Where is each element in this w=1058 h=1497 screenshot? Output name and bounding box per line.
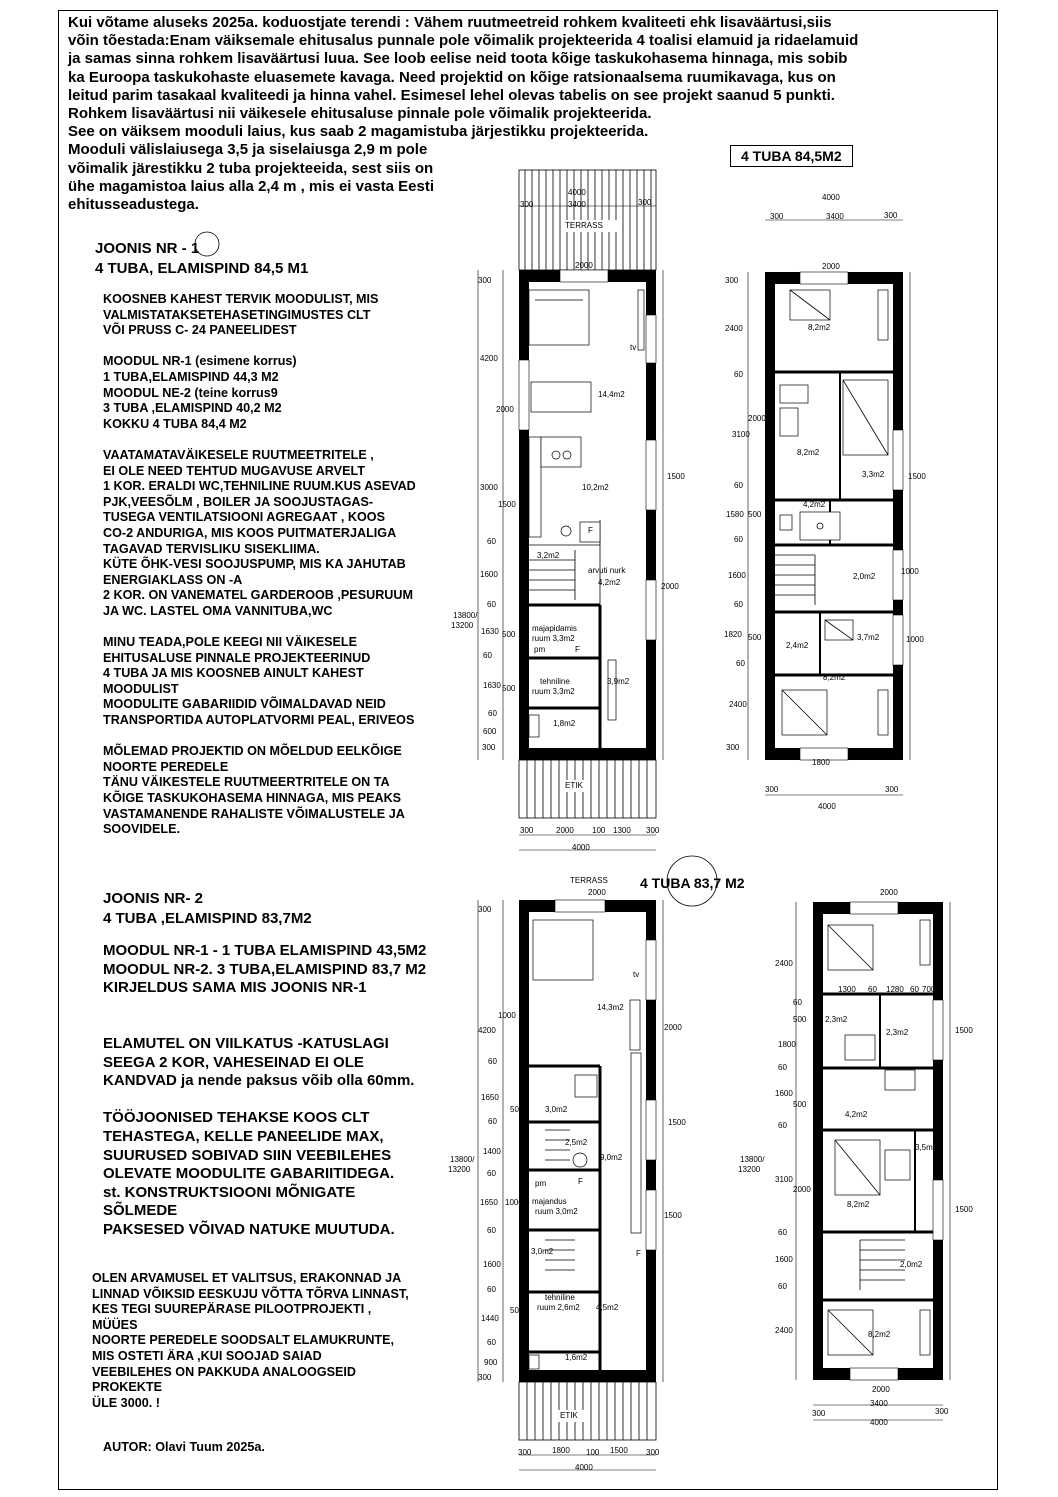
plan-label: 2,5m2 [565, 1138, 588, 1147]
plan-label: 60 [736, 659, 745, 668]
plan-label: 4000 [870, 1418, 888, 1427]
plan-label: 8,2m2 [808, 323, 831, 332]
description-line: OLEVATE MOODULITE GABARIITIDEGA. [103, 1165, 395, 1183]
description-line: MOODUL NR-1 (esimene korrus) [103, 354, 297, 369]
plan-label: 1500 [908, 472, 926, 481]
plan-label: 2000 [748, 414, 766, 423]
plan-label: 500 [793, 1015, 807, 1024]
plan-label: 500 [510, 1105, 524, 1114]
plan-label: 300 [725, 276, 739, 285]
plan-label: 13200 [451, 621, 474, 630]
plan-label: 300 [885, 785, 899, 794]
author-text: AUTOR: Olavi Tuum 2025a. [103, 1440, 265, 1454]
plan-label: 8,2m2 [823, 673, 846, 682]
plan-label: 300 [478, 276, 492, 285]
description-line: EI OLE NEED TEHTUD MUGAVUSE ARVELT [103, 463, 365, 478]
joonis1-subtitle: 4 TUBA, ELAMISPIND 84,5 M1 [95, 260, 309, 277]
intro-line: See on väiksem mooduli laius, kus saab 2 magamistuba järjestikku projekteerida. [68, 123, 649, 141]
plan-label: 60 [734, 535, 743, 544]
plan-label: majandus [532, 1197, 567, 1206]
plan-label: 60 [778, 1228, 787, 1237]
plan-label: 2400 [775, 959, 793, 968]
description-line: MOODULIST [103, 681, 179, 696]
plan-label: F [636, 1249, 641, 1258]
plan-label: 1600 [483, 1260, 501, 1269]
title-circle [195, 232, 219, 256]
plan-label: 1440 [481, 1314, 499, 1323]
plan-label: 1500 [667, 472, 685, 481]
plan-label: 1650 [480, 1198, 498, 1207]
description-line: TAGAVAD TERVISLIKU SISEKLIIMA. [103, 541, 320, 556]
plan-label: 4000 [575, 1463, 593, 1472]
description-line: KES TEGI SUUREPÄRASE PILOOTPROJEKTI , [92, 1302, 372, 1317]
description-line: SÕLMEDE [103, 1202, 178, 1220]
plan-label: 2000 [793, 1185, 811, 1194]
description-line: VALMISTATAKSETEHASETINGIMUSTES CLT [103, 307, 371, 322]
plan-label: 300 [478, 1373, 492, 1382]
intro-line: ühe magamistoa laius alla 2,4 m , mis ei vasta Eesti [68, 177, 435, 195]
plan-label: 4000 [568, 188, 586, 197]
plan-label: 60 [910, 985, 919, 994]
description-line: EHITUSALUSE PINNALE PROJEKTEERINUD [103, 650, 371, 665]
plan-label: 100 [592, 826, 606, 835]
plan-label: 4,2m2 [598, 578, 621, 587]
plan-label: 2,3m2 [886, 1028, 909, 1037]
description-line: SUURUSED SOBIVAD SIIN VEEBILEHES [103, 1146, 392, 1164]
plan-label: 1,6m2 [565, 1353, 588, 1362]
plan-label: 13800/ [450, 1155, 475, 1164]
plan-label: 2000 [661, 582, 679, 591]
description-line: 1 TUBA,ELAMISPIND 44,3 M2 [103, 369, 279, 384]
plan-label: 60 [487, 1338, 496, 1347]
plan-label: 4,2m2 [803, 500, 826, 509]
intro-line: ka Euroopa taskukohaste eluasemete kavaga. Need projektid on kõige ratsionaalsema ruumikavaga, kus on [68, 68, 836, 86]
plan-label: 1600 [775, 1089, 793, 1098]
plan-label: TERRASS [570, 876, 608, 885]
plan-label: 300 [765, 785, 779, 794]
plan-label: 1000 [505, 1198, 523, 1207]
plan-label: 3,7m2 [857, 633, 880, 642]
plan-label: 2,4m2 [786, 641, 809, 650]
plan-label: 60 [778, 1063, 787, 1072]
description-line: VEEBILEHES ON PAKKUDA ANALOOGSEID [92, 1364, 357, 1379]
description-line: OLEN ARVAMUSEL ET VALITSUS, ERAKONNAD JA [92, 1271, 402, 1285]
plan-label: 60 [488, 1057, 497, 1066]
plan-label: 60 [487, 1285, 496, 1294]
plan-label: 2000 [588, 888, 606, 897]
plan-label: 2400 [775, 1326, 793, 1335]
plan-label: 9,0m2 [600, 1153, 623, 1162]
description-line: CO-2 ANDURIGA, MIS KOOS PUITMATERJALIGA [103, 525, 397, 540]
plan-label: 3,3m2 [862, 470, 885, 479]
intro-line: ja samas sinna rohkem lisaväärtusi luua. See loob eelise neid toota kõige taskukohasema hinnaga, mis sobib [68, 50, 848, 68]
plan-2a [478, 900, 663, 1470]
joonis2-title: JOONIS NR- 2 [103, 890, 204, 907]
joonis2-subtitle: 4 TUBA ,ELAMISPIND 83,7M2 [103, 910, 312, 927]
intro-line: võin tõestada:Enam väiksemale ehitusalus punnale pole võimalik projekteerida 4 toalisi elamuid ja ridaelamuid [68, 32, 859, 50]
plan-label: 4000 [572, 843, 590, 852]
description-line: ÜLE 3000. ! [92, 1395, 160, 1410]
plan-label: ETIK [565, 781, 583, 790]
plan-label: 8,2m2 [847, 1200, 870, 1209]
description-line: MINU TEADA,POLE KEEGI NII VÄIKESELE [103, 635, 358, 650]
plan-label: 2000 [556, 826, 574, 835]
description-line: PAKSESED VÕIVAD NATUKE MUUTUDA. [103, 1220, 395, 1238]
intro-line: leitud parim tasakaal kvaliteedi ja hinna vahel. Esimesel lehel olevas tabelis on see projekt saanud 5 punkti. [68, 86, 835, 104]
plan-label: 13200 [738, 1165, 761, 1174]
description-line: JA WC. LASTEL OMA VANNITUBA,WC [103, 603, 333, 618]
plan-label: 2400 [729, 700, 747, 709]
plan-label: 4,2m2 [845, 1110, 868, 1119]
plan-label: 60 [778, 1121, 787, 1130]
plan-label: 500 [748, 633, 762, 642]
description-line: KIRJELDUS SAMA MIS JOONIS NR-1 [103, 979, 367, 997]
description-line: MÜÜES [92, 1317, 138, 1332]
description-line: SEEGA 2 KOR, VAHESEINAD EI OLE [103, 1053, 364, 1071]
plan-label: 300 [812, 1409, 826, 1418]
plan-2b [796, 902, 950, 1420]
description-line: KANDVAD ja nende paksus võib olla 60mm. [103, 1072, 415, 1090]
plan-label: 100 [586, 1448, 600, 1457]
intro-line: Kui võtame aluseks 2025a. koduostjate terendi : Vähem ruutmeetreid rohkem kvaliteeti ehk lisaväärtusi,siis [68, 14, 832, 31]
plan-label: 10,2m2 [582, 483, 609, 492]
description-line: KOKKU 4 TUBA 84,4 M2 [103, 416, 247, 431]
plan-label: 1630 [481, 627, 499, 636]
plan-label: 2,0m2 [900, 1260, 923, 1269]
plan-label: TERRASS [565, 221, 603, 230]
plan-label: tv [633, 970, 640, 979]
plan-label: 3,9m2 [607, 677, 630, 686]
plan-label: 3,0m2 [531, 1247, 554, 1256]
plan-label: tv [630, 343, 637, 352]
plan-label: 300 [884, 211, 898, 220]
plan-label: 60 [778, 1282, 787, 1291]
intro-line: Rohkem lisaväärtusi nii väikesele ehitusaluse pinnale pole võimalik projekteerida. [68, 105, 652, 123]
plan-label: 3100 [775, 1175, 793, 1184]
joonis2-area-label: 4 TUBA 83,7 M2 [640, 875, 745, 891]
plan-label: F [575, 645, 580, 654]
description-line: PROKEKTE [92, 1380, 162, 1395]
plan-label: 2,3m2 [825, 1015, 848, 1024]
plan-label: 2000 [575, 261, 593, 270]
plan-label: 3400 [568, 200, 586, 209]
plan-label: pm [534, 645, 546, 654]
plan-label: 60 [483, 651, 492, 660]
description-line: KOOSNEB KAHEST TERVIK MOODULIST, MIS [103, 292, 379, 306]
plan-label: 3100 [732, 430, 750, 439]
plan-label: 500 [502, 630, 516, 639]
plan-label: pm [535, 1179, 547, 1188]
plan-label: tehniline [540, 677, 570, 686]
plan-label: 60 [488, 1117, 497, 1126]
plan-label: 1400 [483, 1147, 501, 1156]
plan-label: 1800 [812, 758, 830, 767]
description-line: 2 KOR. ON VANEMATEL GARDEROOB ,PESURUUM [103, 588, 413, 603]
plan-label: 500 [510, 1306, 524, 1315]
plan-label: ruum 3,0m2 [535, 1207, 578, 1216]
plan-label: 300 [482, 743, 496, 752]
plan-label: 1600 [728, 571, 746, 580]
plan-label: 60 [734, 600, 743, 609]
plan-label: 60 [487, 600, 496, 609]
plan-label: 300 [935, 1407, 949, 1416]
plan-label: 3400 [870, 1399, 888, 1408]
plan-label: 3400 [826, 212, 844, 221]
description-line: 3 TUBA ,ELAMISPIND 40,2 M2 [103, 401, 282, 416]
plan-label: 700 [922, 985, 936, 994]
intro-line: võimalik järestikku 2 tuba projekteeida, sest siis on [68, 159, 434, 177]
plan-label: tehniline [545, 1293, 575, 1302]
plan-label: 300 [770, 212, 784, 221]
plan-label: 2000 [880, 888, 898, 897]
plan-label: 60 [868, 985, 877, 994]
plan-label: arvuti nurk [588, 566, 626, 575]
plan-label: ruum 3,3m2 [532, 687, 575, 696]
plan-label: 13200 [448, 1165, 471, 1174]
description-line: KÜTE ÕHK-VESI SOOJUSPUMP, MIS KA JAHUTAB [103, 557, 406, 572]
description-line: 1 KOR. ERALDI WC,TEHNILINE RUUM.KUS ASEVAD [103, 479, 416, 494]
plan-label: 1500 [955, 1205, 973, 1214]
plan-label: 1500 [664, 1211, 682, 1220]
plan-label: 1,8m2 [553, 719, 576, 728]
plan-label: 500 [793, 1100, 807, 1109]
plan-label: 1300 [838, 985, 856, 994]
description-line: TEHASTEGA, KELLE PANEELIDE MAX, [103, 1127, 384, 1145]
joonis1-title: JOONIS NR - 1 [95, 240, 200, 257]
plan-label: 4200 [480, 354, 498, 363]
plan-label: 60 [734, 370, 743, 379]
description-line: ENERGIAKLASS ON -A [103, 572, 243, 587]
plan-label: 1820 [724, 630, 742, 639]
plan-label: 2000 [822, 262, 840, 271]
plan-label: 1630 [483, 681, 501, 690]
plan-label: 2000 [872, 1385, 890, 1394]
description-line: ELAMUTEL ON VIILKATUS -KATUSLAGI [103, 1034, 389, 1052]
plan-label: 3000 [480, 483, 498, 492]
plan-label: 1600 [480, 570, 498, 579]
intro-line: Mooduli välislaiusega 3,5 ja siselaiusga 2,9 m pole [68, 141, 428, 159]
plan-label: 14,4m2 [598, 390, 625, 399]
plan-label: 2000 [496, 405, 514, 414]
plan-label: 8,2m2 [797, 448, 820, 457]
plan-label: 1500 [498, 500, 516, 509]
description-line: TÖÖJOONISED TEHAKSE KOOS CLT [103, 1109, 370, 1127]
plan-label: 1280 [886, 985, 904, 994]
description-line: MOODUL NE-2 (teine korrus9 [103, 385, 278, 400]
plan-label: 60 [487, 537, 496, 546]
plan-label: 1000 [901, 567, 919, 576]
joonis1-area-label: 4 TUBA 84,5M2 [730, 145, 853, 167]
description-line: st. KONSTRUKTSIOONI MÕNIGATE [103, 1183, 356, 1201]
description-line: VÕI PRUSS C- 24 PANEELIDEST [103, 323, 297, 338]
plan-label: 60 [488, 709, 497, 718]
description-line: MIS OSTETI ÄRA ,KUI SOOJAD SAIAD [92, 1348, 322, 1363]
plan-1a [478, 170, 663, 850]
plan-label: 4200 [478, 1026, 496, 1035]
plan-label: 900 [484, 1358, 498, 1367]
plan-label: majapidamis [532, 624, 577, 633]
plan-label: 2400 [725, 324, 743, 333]
description-line: MÕLEMAD PROJEKTID ON MÕELDUD EELKÕIGE [103, 744, 402, 759]
plan-label: 500 [748, 510, 762, 519]
plan-label: ETIK [560, 1411, 578, 1420]
plan-label: 300 [646, 826, 660, 835]
description-line: VAATAMATAVÄIKESELE RUUTMEETRITELE , [103, 447, 374, 462]
plan-label: 300 [520, 200, 534, 209]
description-line: KÕIGE TASKUKOHASEMA HINNAGA, MIS PEAKS [103, 791, 402, 805]
plan-label: 1650 [481, 1093, 499, 1102]
plan-label: 60 [487, 1226, 496, 1235]
plan-label: F [588, 526, 593, 535]
plan-label: 300 [518, 1448, 532, 1457]
plan-label: 13800/ [740, 1155, 765, 1164]
description-line: MOODUL NR-2. 3 TUBA,ELAMISPIND 83,7 M2 [103, 960, 427, 978]
plan-label: 300 [520, 826, 534, 835]
plan-label: 1500 [668, 1118, 686, 1127]
plan-label: 1000 [906, 635, 924, 644]
plan-label: 1000 [498, 1011, 516, 1020]
plan-label: 300 [726, 743, 740, 752]
plan-label: ruum 2,6m2 [537, 1303, 580, 1312]
plan-label: 1800 [552, 1446, 570, 1455]
description-line: NOORTE PEREDELE [103, 759, 229, 774]
plan-label: 3,5m2 [915, 1143, 938, 1152]
description-line: TUSEGA VENTILATSIOONI AGREGAAT , KOOS [103, 510, 385, 525]
description-line: LINNAD VÕIKSID EESKUJU VÕTTA TÕRVA LINNAST, [92, 1286, 409, 1301]
plan-label: 8,2m2 [868, 1330, 891, 1339]
plan-label: 1800 [778, 1040, 796, 1049]
plan-label: 300 [646, 1448, 660, 1457]
plan-label: 60 [793, 998, 802, 1007]
description-line: TRANSPORTIDA AUTOPLATVORMI PEAL, ERIVEOS [103, 713, 415, 728]
description-line: PJK,VEESÕLM , BOILER JA SOOJUSTAGAS- [103, 494, 374, 509]
plan-label: 600 [483, 727, 497, 736]
plan-label: 1500 [610, 1446, 628, 1455]
plan-label: 500 [502, 684, 516, 693]
description-line: MOODULITE GABARIIDID VÕIMALDAVAD NEID [103, 697, 386, 712]
plan-label: 3,2m2 [537, 551, 560, 560]
plan-label: 2000 [664, 1023, 682, 1032]
description-line: MOODUL NR-1 - 1 TUBA ELAMISPIND 43,5M2 [103, 942, 427, 959]
plan-label: 4000 [822, 193, 840, 202]
plan-label: 60 [487, 1169, 496, 1178]
plan-label: 60 [734, 481, 743, 490]
description-line: SOOVIDELE. [103, 822, 180, 837]
plan-label: 3,0m2 [545, 1105, 568, 1114]
plan-label: 13800/ [453, 611, 478, 620]
description-line: 4 TUBA JA MIS KOOSNEB AINULT KAHEST [103, 666, 364, 681]
plan-label: 2,0m2 [853, 572, 876, 581]
plan-label: 4000 [818, 802, 836, 811]
description-line: NOORTE PEREDELE SOODSALT ELAMUKRUNTE, [92, 1333, 395, 1348]
description-line: TÄNU VÄIKESTELE RUUTMEERTRITELE ON TA [103, 775, 390, 790]
plan-label: 1580 [726, 510, 744, 519]
description-line: VASTAMANENDE RAHALISTE VÕIMALUSTELE JA [103, 806, 405, 821]
plan-label: 300 [638, 198, 652, 207]
plan-label: 1300 [613, 826, 631, 835]
plan-label: 300 [478, 905, 492, 914]
plan-label: ruum 3,3m2 [532, 634, 575, 643]
plan-label: F [578, 1177, 583, 1186]
plan-label: 4,5m2 [596, 1303, 619, 1312]
plan-label: 1600 [775, 1255, 793, 1264]
plan-label: 1500 [955, 1026, 973, 1035]
plan-label: 14,3m2 [597, 1003, 624, 1012]
label-circle [667, 856, 717, 906]
plan-1b [748, 220, 910, 795]
intro-line: ehitusseadustega. [68, 196, 199, 214]
